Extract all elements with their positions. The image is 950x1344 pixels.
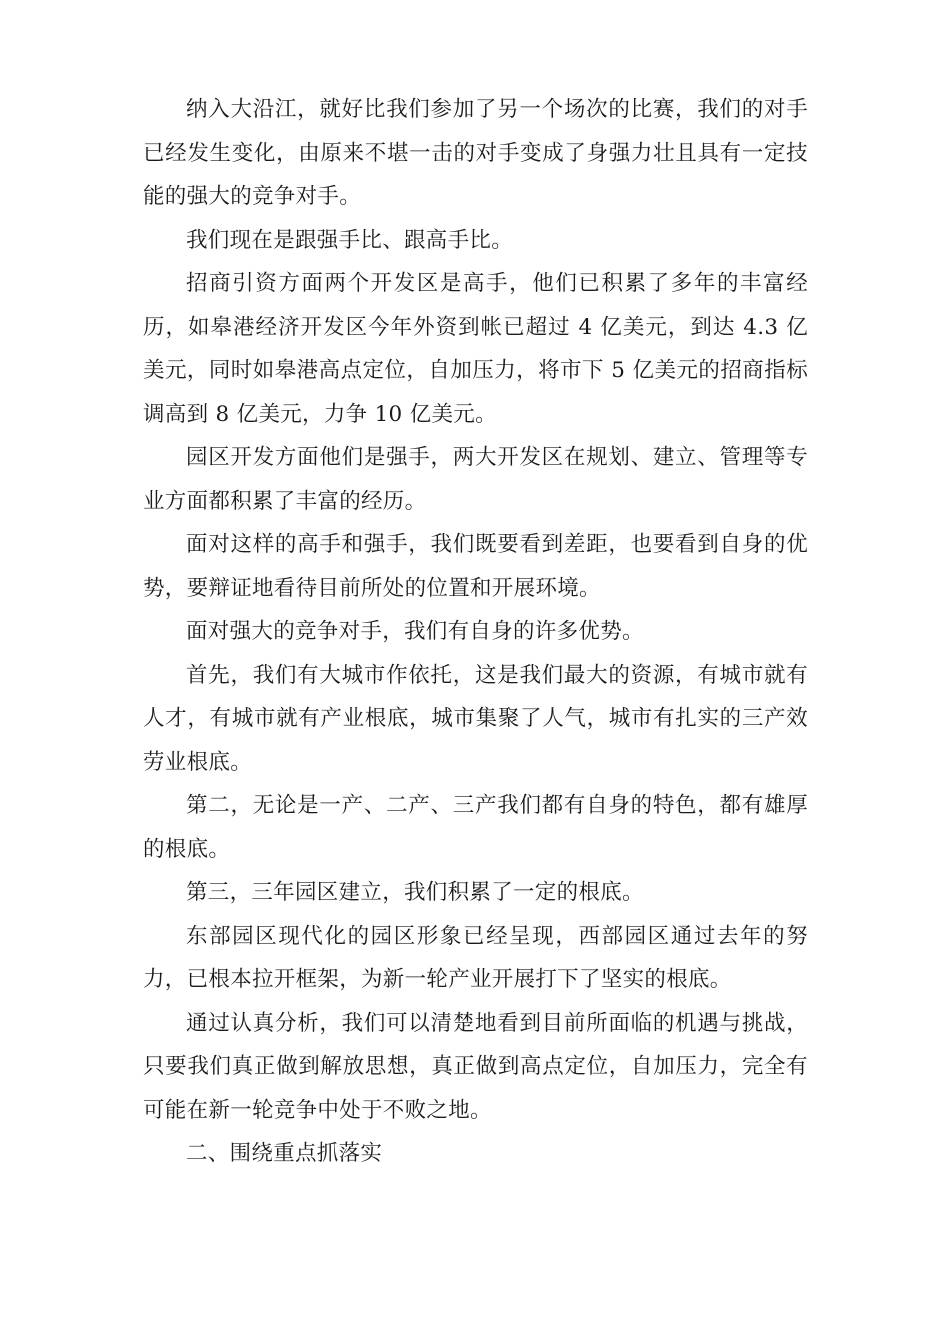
section-heading: 二、围绕重点抓落实: [186, 1141, 383, 1166]
paragraph: 面对这样的高手和强手，我们既要看到差距，也要看到自身的优势，要辩证地看待目前所处的位置和开展环境。: [143, 532, 808, 601]
paragraph: 我们现在是跟强手比、跟高手比。: [186, 227, 514, 253]
paragraph: 第三，三年园区建立，我们积累了一定的根底。: [186, 880, 644, 905]
paragraph: 面对强大的竞争对手，我们有自身的许多优势。: [186, 619, 644, 644]
paragraph: 东部园区现代化的园区形象已经呈现，西部园区通过去年的努力，已根本拉开框架，为新一轮产业开展打下了坚实的根底。: [143, 923, 808, 992]
paragraph: 纳入大沿江，就好比我们参加了另一个场次的比赛，我们的对手已经发生变化，由原来不堪一击的对手变成了身强力壮且具有一定技能的强大的竞争对手。: [143, 97, 808, 209]
paragraph: 通过认真分析，我们可以清楚地看到目前所面临的机遇与挑战，只要我们真正做到解放思想，真正做到高点定位，自加压力，完全有可能在新一轮竞争中处于不败之地。: [143, 1010, 808, 1123]
paragraph: 首先，我们有大城市作依托，这是我们最大的资源，有城市就有人才，有城市就有产业根底，城市集聚了人气，城市有扎实的三产效劳业根底。: [143, 662, 808, 775]
paragraph: 第二，无论是一产、二产、三产我们都有自身的特色，都有雄厚的根底。: [143, 793, 808, 862]
paragraph: 园区开发方面他们是强手，两大开发区在规划、建立、管理等专业方面都积累了丰富的经历。: [143, 445, 808, 514]
paragraph: 招商引资方面两个开发区是高手，他们已积累了多年的丰富经历，如皋港经济开发区今年外资到帐已超过 4 亿美元，到达 4.3 亿美元，同时如皋港高点定位，自加压力，将市下 5 亿美元的招商指标调高到 8 亿美元，力争 10 亿美元。: [143, 271, 808, 427]
document-body: [143, 88, 808, 1176]
